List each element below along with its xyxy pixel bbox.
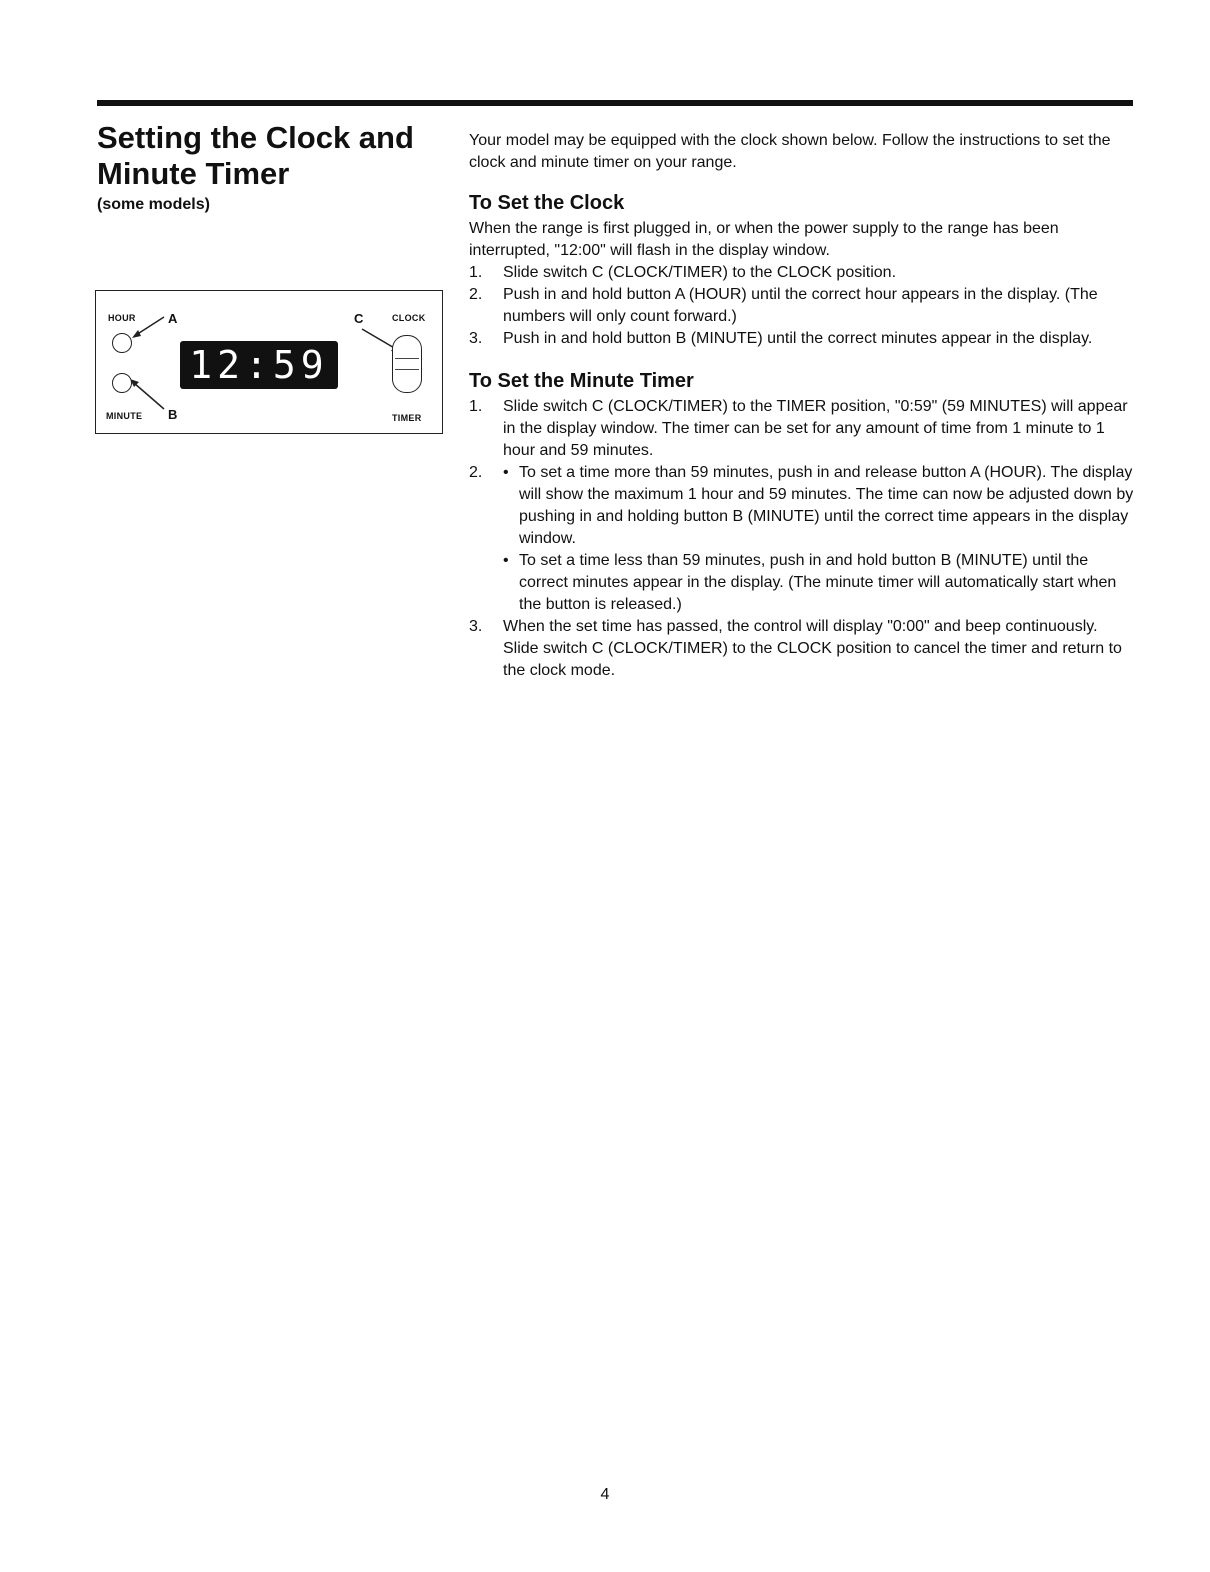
clock-steps (469, 262, 1137, 350)
minute-button[interactable] (112, 373, 132, 393)
top-rule (97, 100, 1133, 106)
page-title-line1: Setting the Clock and (97, 120, 414, 155)
bullet-item (503, 550, 1137, 616)
list-item (469, 284, 1137, 328)
button-b-letter: B (168, 407, 178, 422)
clock-display (180, 341, 338, 389)
clock-heading: To Set the Clock (469, 192, 625, 214)
list-item (469, 396, 1137, 462)
bullet-text: To set a time less than 59 minutes, push in and hold button B (MINUTE) until the correct minutes appear in the display. (The minute timer will automatically start when the button is released.) (519, 552, 1117, 613)
switch-c-letter: C (354, 311, 364, 326)
page-subtitle: (some models) (97, 196, 210, 213)
button-a-letter: A (168, 311, 178, 326)
switch-knob[interactable] (395, 358, 419, 370)
step-text: Slide switch C (CLOCK/TIMER) to the TIMER position, "0:59" (59 MINUTES) will appear in the display window. The timer can be set for any amount of time from 1 minute to 1 hour and 59 minutes. (503, 398, 1128, 459)
clock-timer-switch[interactable] (392, 335, 422, 393)
minute-label: MINUTE (106, 411, 143, 421)
hour-button[interactable] (112, 333, 132, 353)
list-item (469, 262, 1137, 284)
page-title-line2: Minute Timer (97, 156, 290, 191)
clock-label: CLOCK (392, 313, 426, 323)
bullet-icon: • (503, 464, 509, 481)
step-number: 3. (469, 330, 483, 347)
display-digits: 12:59 (189, 343, 329, 387)
step-number: 1. (469, 398, 483, 415)
step-text: When the set time has passed, the control will display "0:00" and beep continuously. Slide switch C (CLOCK/TIMER) to the CLOCK position to cancel the timer and return to the clock mode. (503, 618, 1122, 679)
hour-label: HOUR (108, 313, 136, 323)
bullet-item (503, 462, 1137, 550)
list-item (469, 462, 1137, 616)
list-item (469, 328, 1137, 350)
step-number: 1. (469, 264, 483, 281)
section-heading (97, 120, 437, 214)
step-number: 3. (469, 618, 483, 635)
timer-steps (469, 396, 1137, 682)
bullet-icon: • (503, 552, 509, 569)
page-number: 4 (600, 1486, 610, 1503)
bullet-text: To set a time more than 59 minutes, push in and release button A (HOUR). The display will show the maximum 1 hour and 59 minutes. The time can now be adjusted down by pushing in and holding button B (MINUTE) until the correct time appears in the display window. (519, 464, 1134, 547)
instructions (469, 130, 1137, 682)
intro-text: Your model may be equipped with the clock shown below. Follow the instructions to set the clock and minute timer on your range. (469, 132, 1111, 171)
clock-lead: When the range is first plugged in, or when the power supply to the range has been interrupted, "12:00" will flash in the display window. (469, 220, 1059, 259)
timer-label: TIMER (392, 413, 422, 423)
step-number: 2. (469, 464, 483, 481)
step-text: Push in and hold button B (MINUTE) until the correct minutes appear in the display. (503, 330, 1093, 347)
clock-control-diagram (95, 290, 443, 434)
step-text: Push in and hold button A (HOUR) until the correct hour appears in the display. (The numbers will only count forward.) (503, 286, 1098, 325)
timer-heading: To Set the Minute Timer (469, 370, 694, 392)
list-item (469, 616, 1137, 682)
step-text: Slide switch C (CLOCK/TIMER) to the CLOCK position. (503, 264, 897, 281)
step-number: 2. (469, 286, 483, 303)
